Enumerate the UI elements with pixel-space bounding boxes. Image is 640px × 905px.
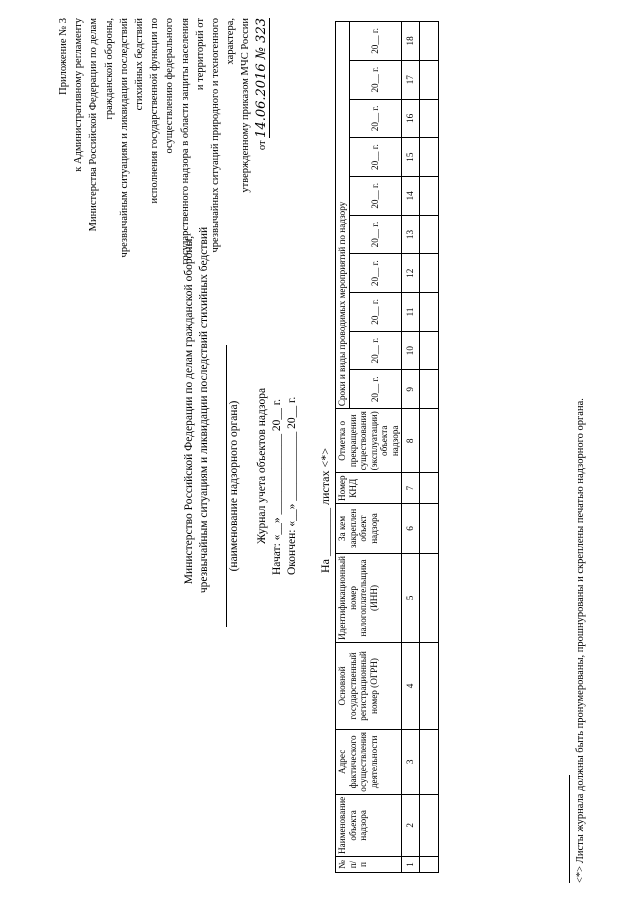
col-header-address: Адрес фактического осуществления деятельности xyxy=(336,729,402,794)
year-cell: 20__ г. xyxy=(349,176,402,215)
column-number: 5 xyxy=(402,553,420,642)
column-number: 13 xyxy=(402,215,420,254)
table-cell xyxy=(420,99,439,138)
ministry-name xyxy=(182,0,212,825)
column-number: 7 xyxy=(402,473,420,504)
handwritten-order-date: 14.06.2016 № 323 xyxy=(253,18,269,138)
col-header-assigned: За кем закреплен объект надзора xyxy=(336,503,402,553)
org-name-caption: (наименование надзорного органа) xyxy=(226,345,240,627)
column-number: 2 xyxy=(402,794,420,856)
column-number: 14 xyxy=(402,176,420,215)
order-prefix: от xyxy=(256,137,268,151)
year-cell: 20__ г. xyxy=(349,254,402,293)
ministry-line-2: чрезвычайным ситуациям и ликвидации последствий стихийных бедствий xyxy=(198,226,210,594)
footnote-rule xyxy=(569,775,570,883)
ministry-line-1: Министерство Российской Федерации по делам гражданской обороны, xyxy=(183,235,195,585)
table-cell xyxy=(420,176,439,215)
journal-title: Журнал учета объектов надзора xyxy=(256,387,268,544)
header-line: Приложение № 3 xyxy=(58,18,69,95)
table-cell xyxy=(420,503,439,553)
journal-block xyxy=(255,275,300,575)
table-cell xyxy=(420,642,439,729)
header-line: Министерства Российской Федерации по делам гражданской обороны, xyxy=(88,18,115,232)
col-header-object-name: Наименование объекта надзора xyxy=(336,794,402,856)
year-cell: 20__ г. xyxy=(349,138,402,177)
table-cell xyxy=(420,60,439,99)
table-cell xyxy=(420,370,439,409)
table-cell xyxy=(420,794,439,856)
table-cell xyxy=(420,293,439,332)
column-number: 15 xyxy=(402,138,420,177)
column-number-row xyxy=(402,22,420,873)
table-cell xyxy=(420,473,439,504)
year-cell: 20__ г. xyxy=(349,370,402,409)
journal-started: Начат: «__» ______________ 20__ г. xyxy=(271,398,283,575)
col-header-termination: Отметка о прекращении существования (эксплуатации) объекта надзора xyxy=(336,409,402,473)
table-cell xyxy=(420,331,439,370)
col-header-knd: Номер КНД xyxy=(336,473,402,504)
column-number: 10 xyxy=(402,331,420,370)
column-number: 4 xyxy=(402,642,420,729)
footnote: <*> Листы журнала должны быть пронумерованы, прошнурованы и скреплены печатью надзорного органа. xyxy=(575,398,586,883)
table-cell xyxy=(420,138,439,177)
header-row xyxy=(336,22,350,873)
table-row xyxy=(420,22,439,873)
table-cell xyxy=(420,22,439,61)
table-cell xyxy=(420,215,439,254)
journal-table xyxy=(335,21,439,873)
header-line: государственного надзора в области защиты населения и территорий от xyxy=(179,18,206,265)
table-cell xyxy=(420,409,439,473)
header-line: чрезвычайным ситуациям и ликвидации последствий стихийных бедствий xyxy=(118,18,146,258)
column-number: 12 xyxy=(402,254,420,293)
header-line: чрезвычайных ситуаций природного и техногенного характера, xyxy=(210,18,237,253)
column-number: 1 xyxy=(402,857,420,873)
column-number: 18 xyxy=(402,22,420,61)
year-cell: 20__ г. xyxy=(349,293,402,332)
col-header-inn: Идентификационный номер налогоплательщика (ИНН) xyxy=(336,553,402,642)
header-line: к Административному регламенту xyxy=(73,18,85,172)
order-line xyxy=(254,18,270,270)
col-header-ogrn: Основной государственный регистрационный номер (ОГРН) xyxy=(336,642,402,729)
year-cell: 20__ г. xyxy=(349,60,402,99)
table-cell xyxy=(420,857,439,873)
year-cell: 20__ г. xyxy=(349,331,402,370)
sheets-count-line: На ________ листах <*> xyxy=(318,448,332,573)
table-cell xyxy=(420,254,439,293)
table-cell xyxy=(420,729,439,794)
column-number: 9 xyxy=(402,370,420,409)
table-cell xyxy=(420,553,439,642)
header-line: утвержденному приказом МЧС России xyxy=(240,18,252,193)
journal-ended: Окончен: «__» ____________ 20__ г. xyxy=(286,396,298,575)
header-line: исполнения государственной функции по осуществлению федерального xyxy=(149,18,176,204)
column-number: 6 xyxy=(402,503,420,553)
year-cell: 20__ г. xyxy=(349,215,402,254)
year-cell: 20__ г. xyxy=(349,22,402,61)
year-cell: 20__ г. xyxy=(349,99,402,138)
column-number: 11 xyxy=(402,293,420,332)
column-number: 8 xyxy=(402,409,420,473)
column-number: 16 xyxy=(402,99,420,138)
column-number: 17 xyxy=(402,60,420,99)
appendix-header xyxy=(56,18,270,270)
col-header-inspections: Сроки и виды проводимых мероприятий по надзору xyxy=(336,22,350,409)
column-number: 3 xyxy=(402,729,420,794)
col-header-number: № п/п xyxy=(336,857,402,873)
